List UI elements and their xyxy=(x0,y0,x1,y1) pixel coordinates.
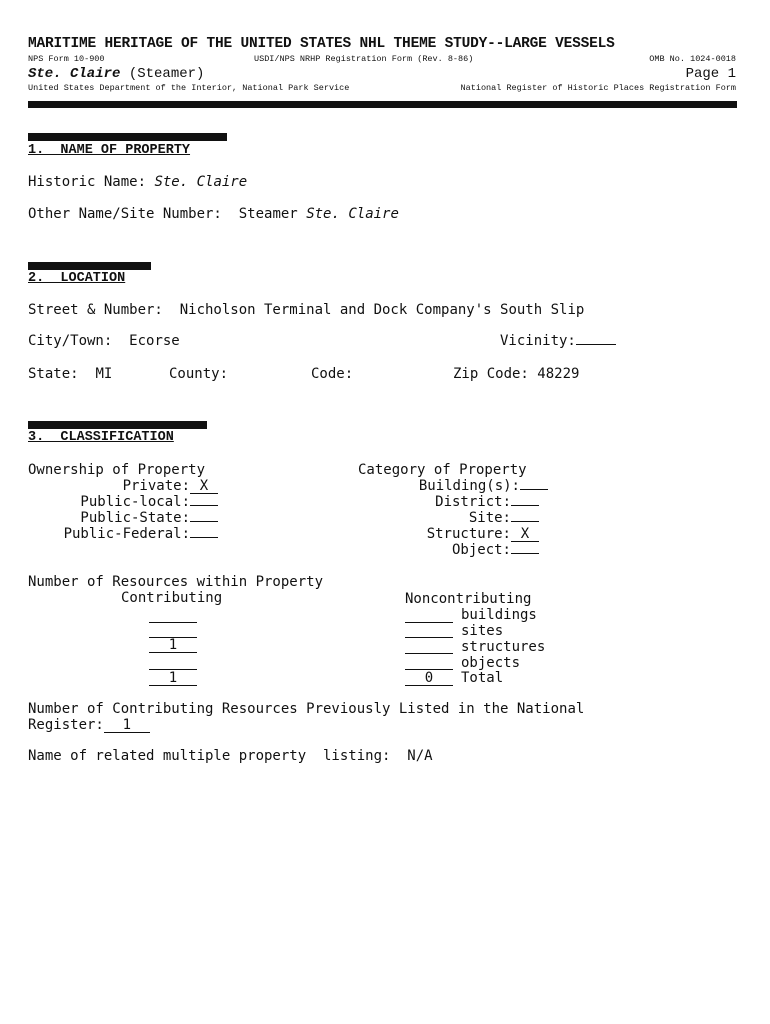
category-site-label: Site: xyxy=(468,510,511,526)
category-object-value xyxy=(511,553,539,554)
section-3-bar xyxy=(28,421,207,429)
category-object-row xyxy=(358,542,539,558)
street-label: Street & Number: xyxy=(28,302,163,318)
state-row xyxy=(28,366,112,382)
document-title: MARITIME HERITAGE OF THE UNITED STATES NHL THEME STUDY--LARGE VESSELS xyxy=(28,36,615,52)
omb-number: OMB No. 1024-0018 xyxy=(649,54,736,64)
vicinity-row xyxy=(500,333,616,349)
vicinity-label: Vicinity: xyxy=(500,333,576,349)
noncontributing-buildings xyxy=(405,608,453,623)
vessel-name: Ste. Claire xyxy=(28,66,121,82)
ownership-public-state-value xyxy=(190,521,218,522)
category-structure-label: Structure: xyxy=(426,526,511,542)
ownership-private-row xyxy=(28,478,218,494)
historic-name-row xyxy=(28,174,247,190)
state-value: MI xyxy=(95,366,113,382)
ownership-public-local-label: Public-local: xyxy=(80,494,190,510)
section-2-bar xyxy=(28,262,151,270)
category-district-row xyxy=(358,494,539,510)
contributing-total: 1 xyxy=(149,671,197,686)
category-building-row xyxy=(358,478,548,494)
contributing-objects xyxy=(149,655,197,670)
resource-type-buildings: buildings xyxy=(461,607,537,623)
category-building-label: Building(s): xyxy=(418,478,520,494)
page-number: Page 1 xyxy=(685,66,736,82)
other-name-row xyxy=(28,206,399,222)
city-row xyxy=(28,333,180,349)
ownership-public-state-label: Public-State: xyxy=(80,510,190,526)
ownership-public-federal-row xyxy=(28,526,218,542)
vicinity-value xyxy=(576,344,616,345)
ownership-private-value: X xyxy=(190,479,218,494)
ownership-public-local-row xyxy=(28,494,218,510)
section-3-heading: 3. CLASSIFICATION xyxy=(28,430,174,445)
resource-type-sites: sites xyxy=(461,623,504,639)
header-rule xyxy=(28,101,737,108)
previously-listed-label: Number of Contributing Resources Previously Listed in the National xyxy=(28,701,585,717)
section-1-bar xyxy=(28,133,227,141)
code-row xyxy=(311,366,362,382)
noncontributing-structures xyxy=(405,639,453,654)
section-1-heading: 1. NAME OF PROPERTY xyxy=(28,143,191,158)
form-number: NPS Form 10-900 xyxy=(28,54,105,64)
other-name-prefix: Steamer xyxy=(238,206,298,222)
category-building-value xyxy=(520,489,548,490)
previously-listed-label-2: Register: xyxy=(28,717,104,733)
other-name-value: Ste. Claire xyxy=(306,206,399,222)
zip-row xyxy=(453,366,579,382)
category-object-label: Object: xyxy=(451,542,511,558)
resources-heading: Number of Resources within Property xyxy=(28,574,324,590)
ownership-public-federal-value xyxy=(190,537,218,538)
other-name-label: Other Name/Site Number: xyxy=(28,206,222,222)
category-structure-row xyxy=(358,526,539,542)
contributing-sites xyxy=(149,623,197,638)
vessel-type: (Steamer) xyxy=(128,66,205,82)
ownership-public-local-value xyxy=(190,505,218,506)
category-district-value xyxy=(511,505,539,506)
related-listing-row xyxy=(28,748,433,764)
noncontributing-objects xyxy=(405,655,453,670)
street-value: Nicholson Terminal and Dock Company's South Slip xyxy=(179,302,585,318)
contributing-buildings xyxy=(149,608,197,623)
noncontributing-total: 0 xyxy=(405,671,453,686)
contributing-heading: Contributing xyxy=(121,590,223,606)
department-line: United States Department of the Interior, National Park Service xyxy=(28,83,350,93)
noncontributing-heading: Noncontributing xyxy=(405,591,532,607)
vessel-heading xyxy=(28,66,204,82)
historic-name-value: Ste. Claire xyxy=(154,174,248,190)
historic-name-label: Historic Name: xyxy=(28,174,147,190)
zip-value: 48229 xyxy=(537,366,580,382)
zip-label: Zip Code: xyxy=(453,366,529,382)
previously-listed-row xyxy=(28,717,150,733)
code-label: Code: xyxy=(311,366,354,382)
state-label: State: xyxy=(28,366,79,382)
contributing-structures: 1 xyxy=(149,638,197,653)
related-listing-label: Name of related multiple property listing: xyxy=(28,748,391,764)
previously-listed-value: 1 xyxy=(104,718,150,733)
resource-type-objects: objects xyxy=(461,655,521,671)
county-row xyxy=(169,366,236,382)
ownership-public-state-row xyxy=(28,510,218,526)
ownership-heading: Ownership of Property xyxy=(28,462,206,478)
city-label: City/Town: xyxy=(28,333,113,349)
registration-form-revision: USDI/NPS NRHP Registration Form (Rev. 8-86) xyxy=(254,54,474,64)
category-site-row xyxy=(358,510,539,526)
resource-type-structures: structures xyxy=(461,639,546,655)
street-row xyxy=(28,302,584,318)
register-line: National Register of Historic Places Registration Form xyxy=(460,83,736,93)
noncontributing-sites xyxy=(405,623,453,638)
category-structure-value: X xyxy=(511,527,539,542)
category-district-label: District: xyxy=(435,494,511,510)
category-heading: Category of Property xyxy=(358,462,527,478)
ownership-private-label: Private: xyxy=(122,478,190,494)
county-label: County: xyxy=(169,366,229,382)
section-2-heading: 2. LOCATION xyxy=(28,271,126,286)
category-site-value xyxy=(511,521,539,522)
ownership-public-federal-label: Public-Federal: xyxy=(63,526,190,542)
resource-type-total: Total xyxy=(461,670,504,686)
city-value: Ecorse xyxy=(129,333,180,349)
related-listing-value: N/A xyxy=(407,748,433,764)
